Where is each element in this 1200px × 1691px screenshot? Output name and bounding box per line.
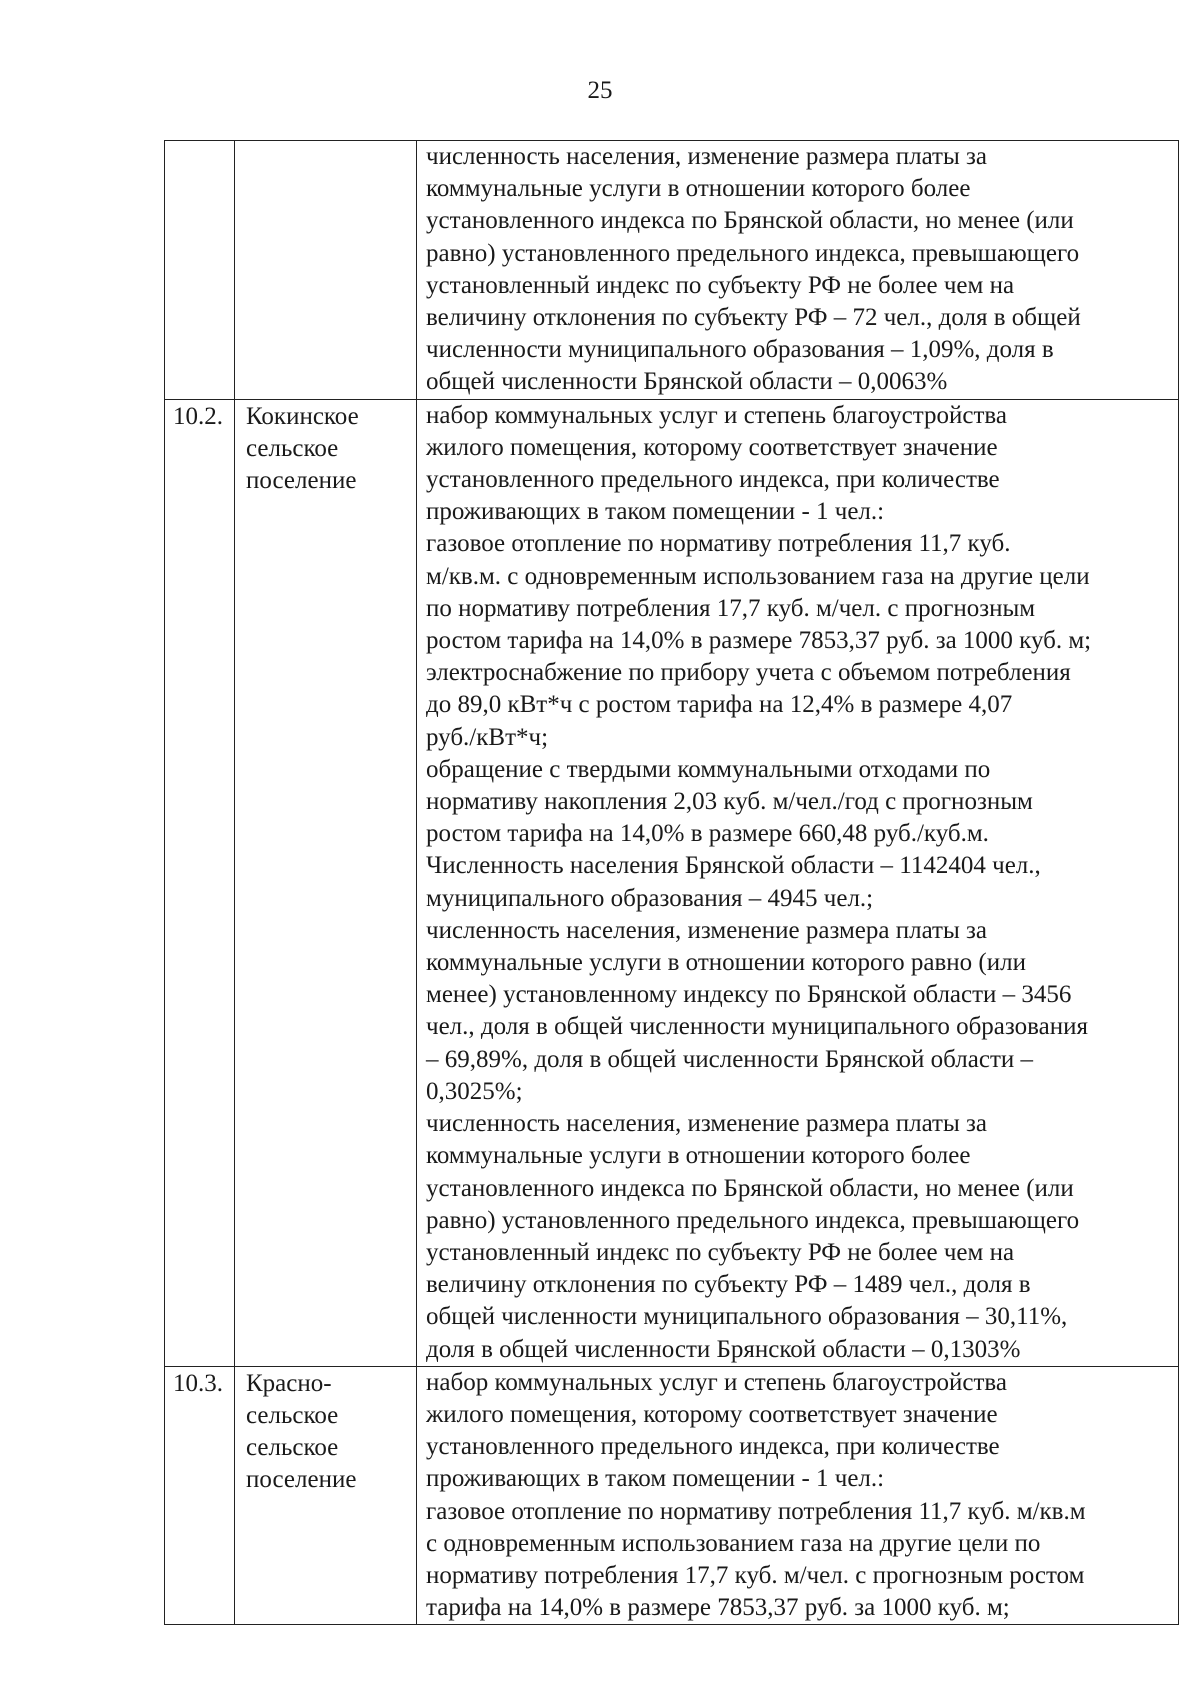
description-line: чел., доля в общей численности муниципального образования [426,1013,1088,1041]
settlement-name-line: поселение [246,1466,357,1494]
description-line: до 89,0 кВт*ч с ростом тарифа на 12,4% в размере 4,07 [426,691,1013,719]
page-number: 25 [587,77,613,104]
description-line: общей численности Брянской области – 0,0063% [426,368,948,396]
description-line: нормативу потребления 17,7 куб. м/чел. с прогнозным ростом [426,1561,1085,1589]
settlement-name-line: Красно- [246,1369,332,1397]
description-line: ростом тарифа на 14,0% в размере 7853,37 руб. за 1000 куб. м; [426,627,1092,655]
settlement-name-line: сельское [246,434,339,462]
description-line: установленного индекса по Брянской области, но менее (или [426,207,1074,235]
settlement-name-line: сельское [246,1434,339,1462]
description-line: общей численности муниципального образования – 30,11%, [426,1303,1068,1331]
description-line: численность населения, изменение размера платы за [426,1110,987,1138]
settlement-name-line: Кокинское [246,402,359,430]
description-line: проживающих в таком помещении - 1 чел.: [426,1465,885,1493]
table-row [165,141,1179,400]
description-cell [417,399,1179,1366]
description-line: обращение с твердыми коммунальными отходами по [426,755,991,783]
settlement-name-cell [235,141,417,400]
description-line: нормативу накопления 2,03 куб. м/чел./год с прогнозным [426,788,1033,816]
description-line: численность населения, изменение размера платы за [426,143,987,170]
description-cell [417,1366,1179,1625]
settlement-name-line: сельское [246,1401,339,1429]
settlement-name-line: поселение [246,467,357,495]
description-line: установленный индекс по субъекту РФ не более чем на [426,1238,1015,1266]
description-line: установленного индекса по Брянской области, но менее (или [426,1174,1074,1202]
description-line: газовое отопление по нормативу потребления 11,7 куб. м/кв.м [426,1497,1086,1525]
row-number: 10.3. [173,1369,223,1397]
description-line: м/кв.м. с одновременным использованием газа на другие цели [426,562,1090,590]
description-line: электроснабжение по прибору учета с объемом потребления [426,659,1071,687]
row-number-cell [165,399,235,1366]
description-cell [417,141,1179,400]
table-row [165,399,1179,1366]
description-line: – 69,89%, доля в общей численности Брянской области – [426,1045,1033,1073]
description-line: набор коммунальных услуг и степень благоустройства [426,401,1007,429]
description-line: коммунальные услуги в отношении которого более [426,175,971,203]
description-line: проживающих в таком помещении - 1 чел.: [426,498,885,526]
description-line: численность населения, изменение размера платы за [426,916,987,944]
settlement-name-cell [235,1366,417,1625]
row-number: 10.2. [173,402,223,430]
row-number-cell [165,141,235,400]
description-line: установленного предельного индекса, при количестве [426,466,1000,494]
description-line: ростом тарифа на 14,0% в размере 660,48 руб./куб.м. [426,820,989,848]
description-line: установленный индекс по субъекту РФ не более чем на [426,271,1015,299]
description-line: величину отклонения по субъекту РФ – 72 чел., доля в общей [426,304,1081,332]
data-table [164,140,1179,1625]
description-line: газовое отопление по нормативу потребления 11,7 куб. [426,530,1011,558]
description-line: менее) установленному индексу по Брянской области – 3456 [426,981,1072,1009]
description-line: жилого помещения, которому соответствует значение [426,1400,998,1428]
description-line: коммунальные услуги в отношении которого равно (или [426,949,1026,977]
description-line: численности муниципального образования – 1,09%, доля в [426,336,1054,364]
description-line: по нормативу потребления 17,7 куб. м/чел. с прогнозным [426,594,1036,622]
description-line: равно) установленного предельного индекса, превышающего [426,1206,1080,1234]
description-line: с одновременным использованием газа на другие цели по [426,1529,1041,1557]
description-line: коммунальные услуги в отношении которого более [426,1142,971,1170]
description-line: равно) установленного предельного индекса, превышающего [426,239,1080,267]
description-line: Численность населения Брянской области – 1142404 чел., [426,852,1041,880]
row-number-cell [165,1366,235,1625]
table-row [165,1366,1179,1625]
description-line: руб./кВт*ч; [426,723,549,751]
description-line: 0,3025%; [426,1077,523,1105]
description-line: величину отклонения по субъекту РФ – 1489 чел., доля в [426,1271,1031,1299]
description-line: установленного предельного индекса, при количестве [426,1433,1000,1461]
settlement-name-cell [235,399,417,1366]
description-line: жилого помещения, которому соответствует значение [426,433,998,461]
description-line: муниципального образования – 4945 чел.; [426,884,874,912]
table-body [165,141,1179,1625]
description-line: набор коммунальных услуг и степень благоустройства [426,1368,1007,1396]
description-line: тарифа на 14,0% в размере 7853,37 руб. за 1000 куб. м; [426,1594,1010,1622]
description-line: доля в общей численности Брянской области – 0,1303% [426,1335,1021,1363]
